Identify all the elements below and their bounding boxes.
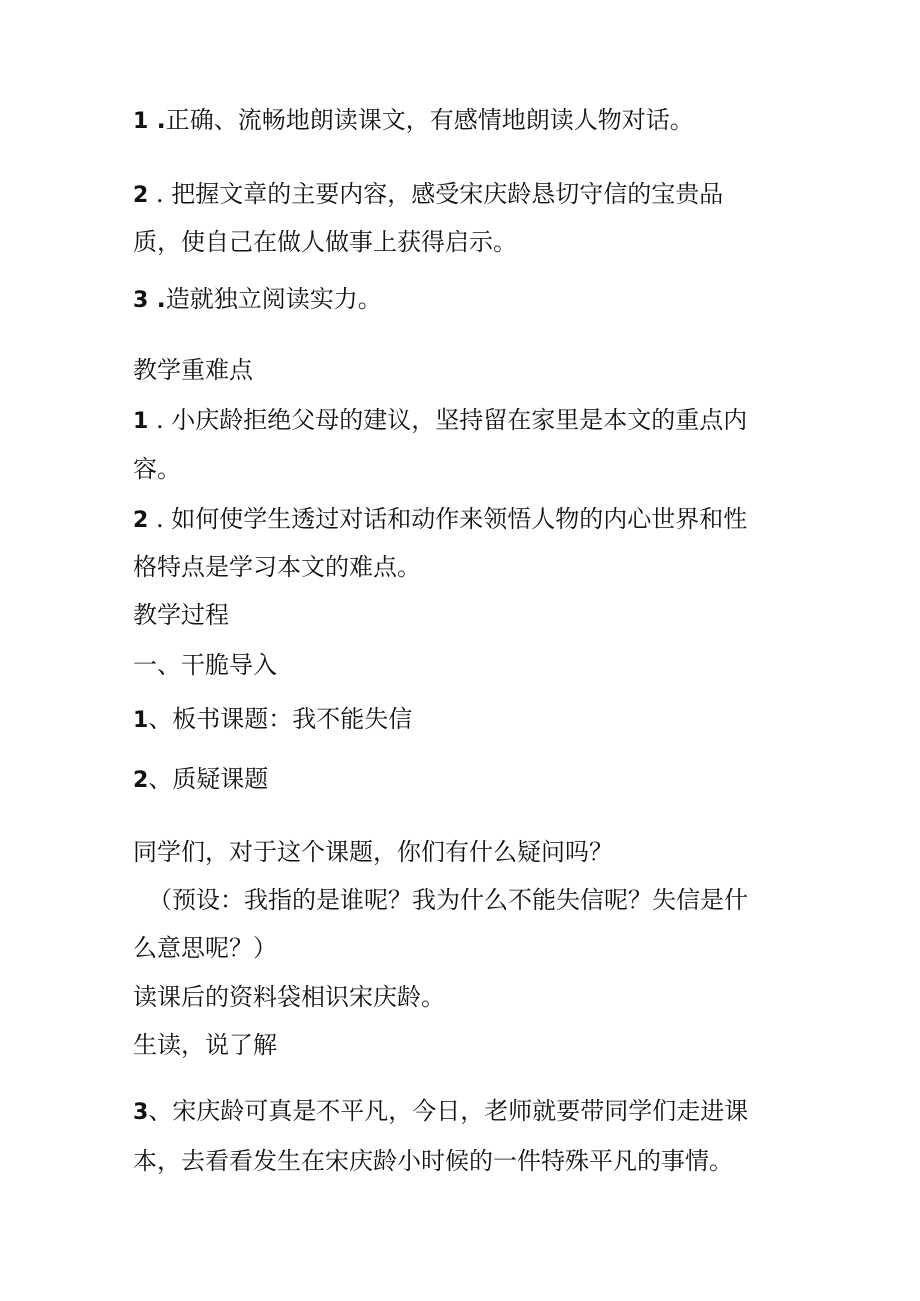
difficulty-text: 如何使学生透过对话和动作来领悟人物的内心世界和性	[171, 505, 748, 533]
objective-3	[133, 285, 382, 315]
step-text: 、宋庆龄可真是不平凡，今日，老师就要带同学们走进课	[148, 1097, 749, 1125]
difficulty-1	[133, 406, 747, 436]
step-1	[133, 705, 412, 735]
step-number: 1	[133, 708, 149, 733]
objective-text: 造就独立阅读实力。	[165, 285, 382, 313]
step-number: 3	[133, 1100, 149, 1125]
difficulty-2	[133, 505, 747, 535]
objective-2-continued: 质，使自己在做人做事上获得启示。	[133, 228, 517, 256]
question-text: 同学们，对于这个课题，你们有什么疑问吗？	[133, 838, 613, 866]
preset-text: （预设：我指的是谁呢？我为什么不能失信呢？失信是什	[148, 886, 748, 914]
objective-1	[133, 106, 694, 136]
objective-number: 2	[133, 183, 149, 208]
objective-number: 1	[133, 109, 149, 134]
step-text: 、质疑课题	[148, 765, 269, 793]
difficulty-text: 小庆龄拒绝父母的建议，坚持留在家里是本文的重点内	[171, 406, 748, 434]
difficulty-2-continued: 格特点是学习本文的难点。	[133, 553, 421, 581]
objective-text: 正确、流畅地朗读课文，有感情地朗读人物对话。	[165, 106, 694, 134]
objective-separator: .	[148, 180, 164, 208]
student-activity: 生读，说了解	[133, 1031, 277, 1059]
objective-number: 3	[133, 288, 149, 313]
difficulty-separator: .	[148, 505, 164, 533]
objective-separator: .	[148, 285, 166, 313]
difficulty-number: 1	[133, 409, 149, 434]
step-2	[133, 765, 268, 795]
read-instruction: 读课后的资料袋相识宋庆龄。	[133, 983, 445, 1011]
objective-text: 把握文章的主要内容，感受宋庆龄恳切守信的宝贵品	[171, 180, 724, 208]
difficulties-heading: 教学重难点	[133, 356, 253, 384]
step-3-continued: 本，去看看发生在宋庆龄小时候的一件特殊平凡的事情。	[133, 1147, 733, 1175]
difficulty-1-continued: 容。	[133, 455, 181, 483]
section-1-heading: 一、干脆导入	[133, 651, 277, 679]
objective-separator: .	[148, 106, 166, 134]
process-heading: 教学过程	[133, 601, 229, 629]
preset-text-continued: 么意思呢？）	[133, 934, 277, 962]
difficulty-number: 2	[133, 508, 149, 533]
step-number: 2	[133, 768, 149, 793]
objective-2	[133, 180, 723, 210]
difficulty-separator: .	[148, 406, 164, 434]
step-text: 、板书课题：我不能失信	[148, 705, 413, 733]
step-3	[133, 1097, 748, 1127]
